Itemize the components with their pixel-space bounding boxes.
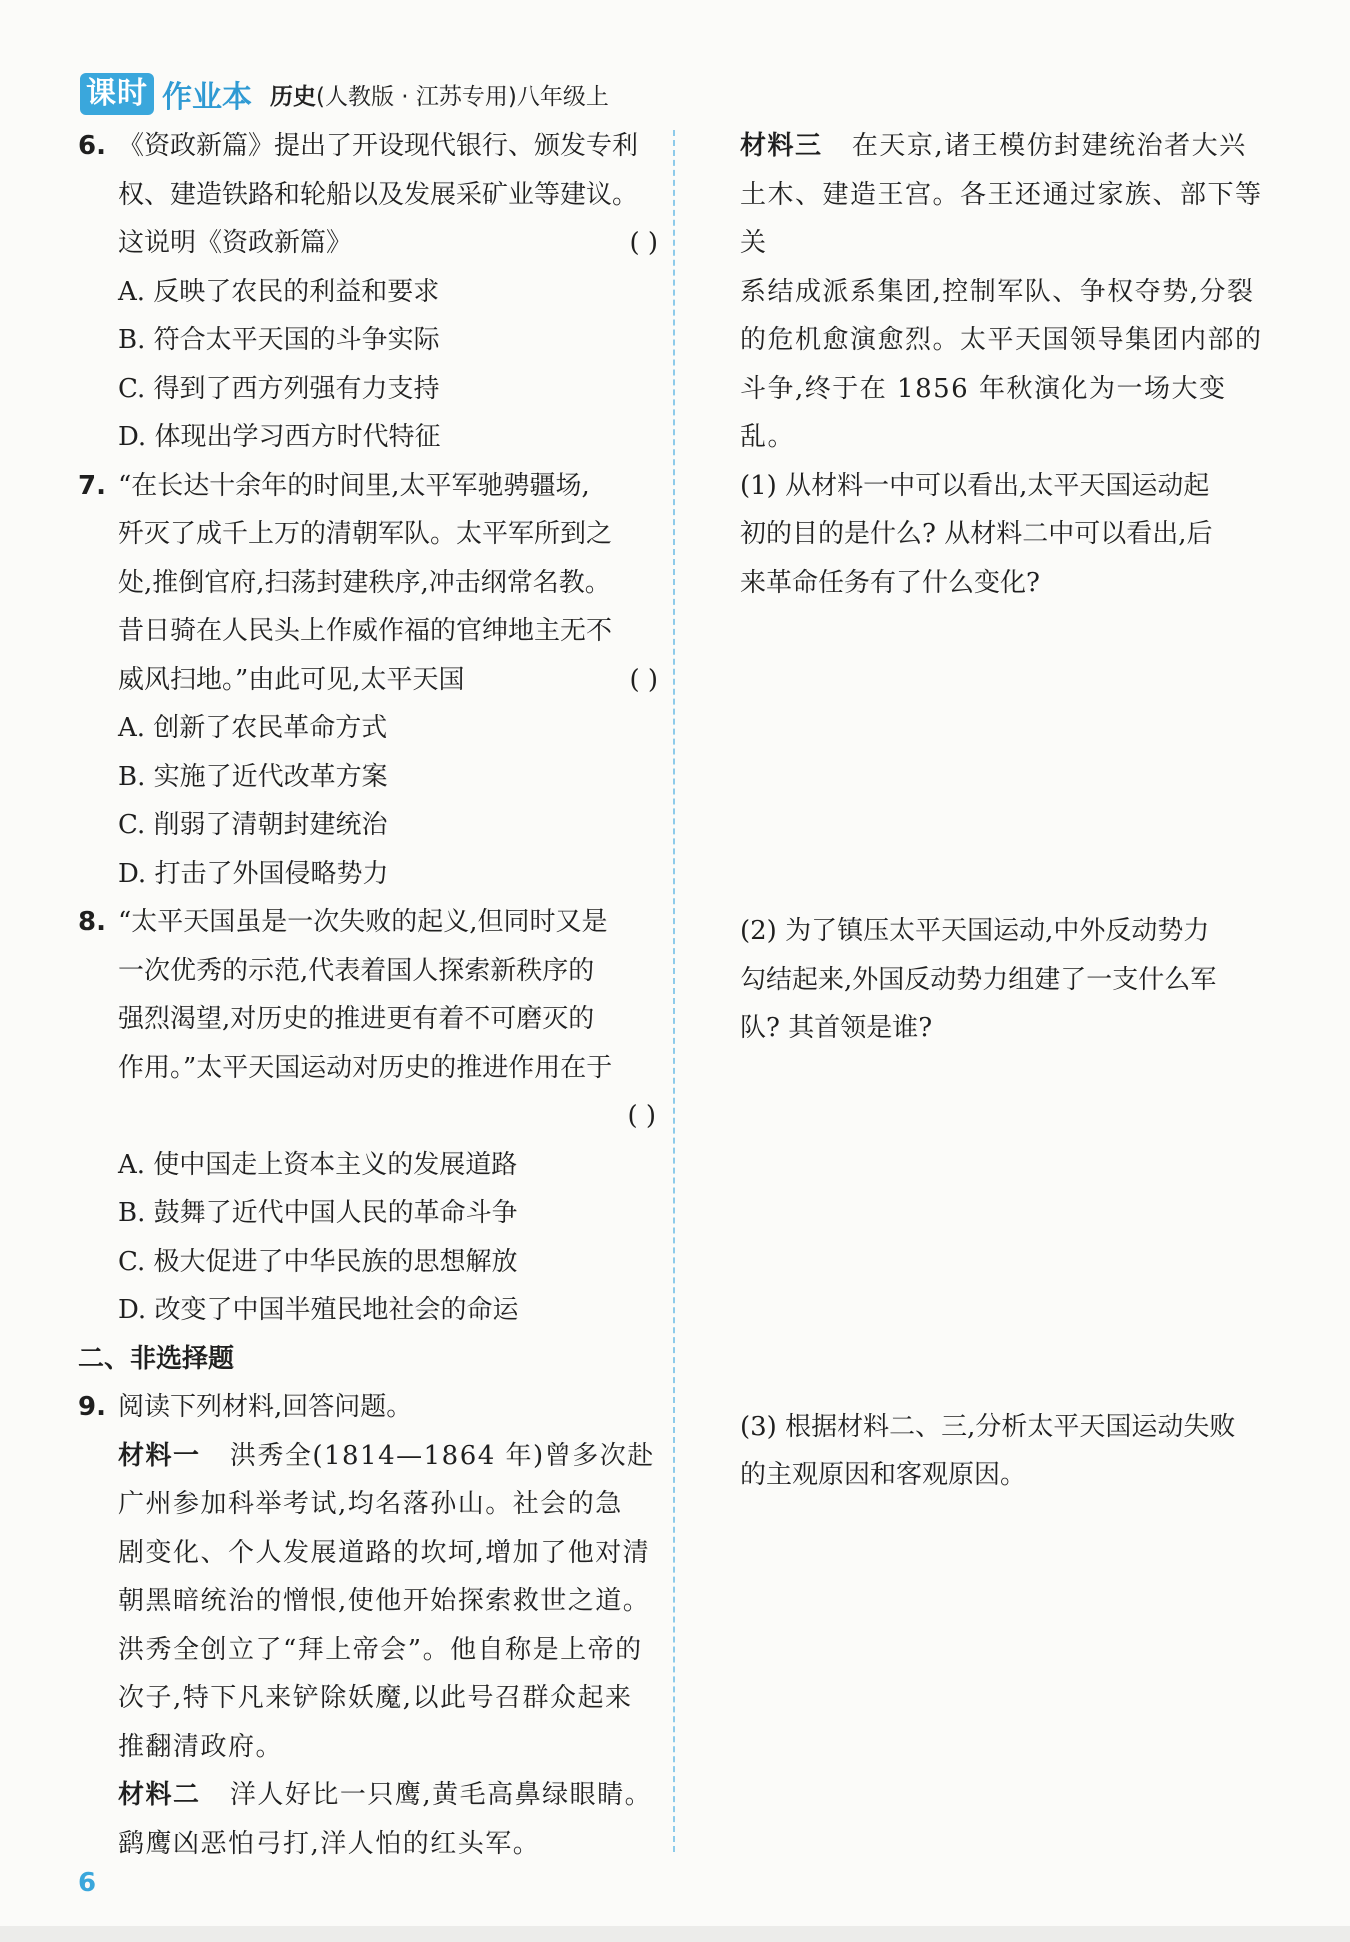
stem-line: 作用。”太平天国运动对历史的推进作用在于 (118, 1052, 613, 1083)
stem-line (118, 656, 658, 705)
question-number: 7. (78, 470, 106, 501)
subquestion-line: 队? 其首领是谁? (740, 1013, 933, 1043)
stem-line: 权、建造铁路和轮船以及发展采矿业等建议。 (118, 179, 639, 210)
material-3 (740, 122, 1275, 462)
question-number: 6. (78, 131, 106, 161)
material-label: 材料三 (740, 131, 823, 161)
answer-bracket[interactable]: ( ) (627, 1101, 656, 1131)
subquestion-1 (740, 462, 1275, 608)
question-7 (78, 462, 658, 705)
material-line: 系结成派系集团,控制军队、争权夺势,分裂 (740, 276, 1255, 307)
subquestion-3 (740, 1403, 1275, 1500)
option-c[interactable]: C. 削弱了清朝封建统治 (118, 810, 388, 840)
option-c[interactable]: C. 极大促进了中华民族的思想解放 (118, 1246, 518, 1277)
material-2 (78, 1771, 658, 1868)
question-6 (78, 122, 658, 268)
material-line: 斗争,终于在 1856 年秋演化为一场大变乱。 (740, 373, 1227, 452)
option-a[interactable]: A. 使中国走上资本主义的发展道路 (118, 1149, 518, 1180)
option-b[interactable]: B. 符合太平天国的斗争实际 (118, 325, 440, 355)
stem-text: 威风扫地。”由此可见,太平天国 (118, 664, 465, 695)
footer-bar (0, 1926, 1350, 1942)
logo-text: 作业本 (162, 80, 252, 115)
material-text: 洪秀全(1814—1864 年)曾多次赴 (229, 1440, 655, 1471)
option-a[interactable]: A. 反映了农民的利益和要求 (118, 276, 440, 307)
material-line: 鹞鹰凶恶怕弓打,洋人怕的红头军。 (118, 1828, 541, 1859)
material-line: 次子,特下凡来铲除妖魔,以此号召群众起来 (118, 1683, 633, 1713)
material-line: 朝黑暗统治的憎恨,使他开始探索救世之道。 (118, 1586, 651, 1616)
material-line: 剧变化、个人发展道路的坎坷,增加了他对清 (118, 1537, 651, 1568)
option-c[interactable]: C. 得到了西方列强有力支持 (118, 373, 440, 404)
material-label: 材料一 (118, 1440, 201, 1471)
subquestion-line: (1) 从材料一中可以看出,太平天国运动起 (740, 470, 1210, 501)
answer-space-2[interactable] (740, 1053, 1275, 1403)
subquestion-line: 初的目的是什么? 从材料二中可以看出,后 (740, 519, 1213, 549)
logo-mark: 课时 (80, 73, 154, 115)
material-text: 洋人好比一只鹰,黄毛高鼻绿眼睛。 (229, 1780, 653, 1810)
stem-line: “在长达十余年的时间里,太平军驰骋疆场, (118, 470, 590, 501)
subquestion-line: 来革命任务有了什么变化? (740, 567, 1040, 598)
page-header (80, 70, 609, 118)
page-number: 6 (78, 1868, 97, 1898)
answer-space-1[interactable] (740, 607, 1275, 907)
subquestion-line: (3) 根据材料二、三,分析太平天国运动失败 (740, 1411, 1236, 1442)
stem-line (118, 219, 658, 268)
column-divider (673, 130, 675, 1852)
material-label: 材料二 (118, 1780, 201, 1810)
question-stem (118, 898, 658, 1141)
stem-line: 处,推倒官府,扫荡封建秩序,冲击纲常名教。 (118, 567, 611, 598)
right-column (740, 122, 1275, 1900)
material-line: 的危机愈演愈烈。太平天国领导集团内部的 (740, 325, 1263, 355)
question-number: 8. (78, 907, 106, 937)
option-b[interactable]: B. 鼓舞了近代中国人民的革命斗争 (118, 1198, 518, 1228)
material-line (118, 1432, 658, 1481)
answer-space-3[interactable] (740, 1500, 1275, 1900)
material-1 (78, 1432, 658, 1772)
stem-line: 一次优秀的示范,代表着国人探索新秩序的 (118, 955, 595, 986)
material-text: 在天京,诸王模仿封建统治者大兴 (851, 131, 1247, 161)
answer-bracket[interactable]: ( ) (629, 228, 658, 258)
left-column (78, 122, 658, 1868)
question-stem (118, 462, 658, 705)
stem-text: 这说明《资政新篇》 (118, 228, 353, 258)
stem-line: 强烈渴望,对历史的推进更有着不可磨灭的 (118, 1004, 595, 1034)
question-8 (78, 898, 658, 1141)
edition-info: (人教版 · 江苏专用)八年级上 (316, 83, 609, 110)
material-line: 广州参加科举考试,均名落孙山。社会的急 (118, 1489, 623, 1519)
material-line: 土木、建造王宫。各王还通过家族、部下等关 (740, 179, 1263, 258)
option-a[interactable]: A. 创新了农民革命方式 (118, 713, 388, 743)
stem-line: 《资政新篇》提出了开设现代银行、颁发专利 (118, 131, 639, 161)
subject-title: 历史 (270, 83, 316, 110)
option-d[interactable]: D. 改变了中国半殖民地社会的命运 (118, 1295, 519, 1325)
material-line (740, 122, 1275, 171)
logo (80, 73, 252, 115)
option-d[interactable]: D. 体现出学习西方时代特征 (118, 422, 441, 452)
option-b[interactable]: B. 实施了近代改革方案 (118, 761, 388, 792)
material-line (118, 1771, 658, 1820)
subquestion-2 (740, 907, 1275, 1053)
answer-bracket[interactable]: ( ) (629, 664, 658, 695)
material-line: 推翻清政府。 (118, 1731, 284, 1762)
section-title: 二、非选择题 (78, 1343, 235, 1374)
option-d[interactable]: D. 打击了外国侵略势力 (118, 858, 389, 889)
question-stem (118, 122, 658, 268)
subquestion-line: 勾结起来,外国反动势力组建了一支什么军 (740, 964, 1217, 995)
stem-line: 昔日骑在人民头上作威作福的官绅地主无不 (118, 616, 613, 646)
question-9 (78, 1383, 658, 1432)
stem-line: “太平天国虽是一次失败的起义,但同时又是 (118, 907, 608, 937)
question-number: 9. (78, 1392, 106, 1422)
question-stem: 阅读下列材料,回答问题。 (118, 1392, 413, 1422)
subquestion-line: (2) 为了镇压太平天国运动,中外反动势力 (740, 916, 1210, 946)
stem-line: 歼灭了成千上万的清朝军队。太平军所到之 (118, 519, 613, 549)
subquestion-line: 的主观原因和客观原因。 (740, 1460, 1027, 1490)
material-line: 洪秀全创立了“拜上帝会”。他自称是上帝的 (118, 1634, 643, 1665)
